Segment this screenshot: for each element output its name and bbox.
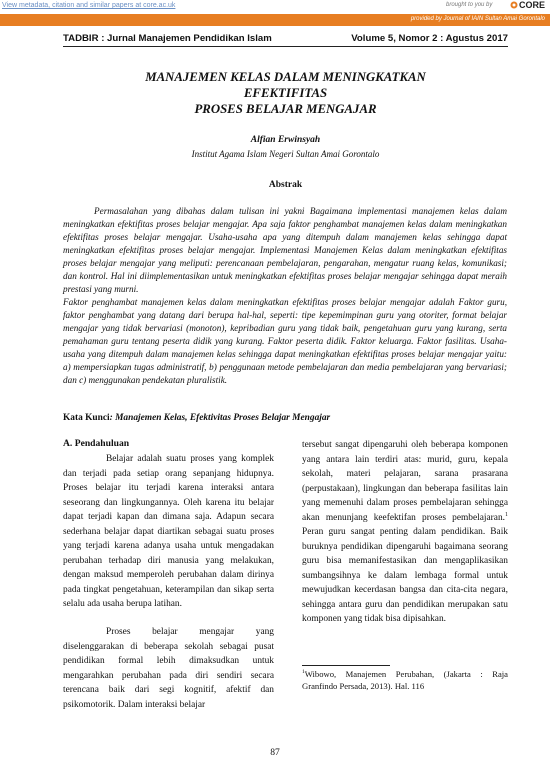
keywords-label: Kata Kunci bbox=[63, 413, 110, 423]
keywords-value: : Manajemen Kelas, Efektivitas Proses Belajar Mengajar bbox=[109, 413, 331, 423]
footnote-text: Wibowo, Manajemen Perubahan, (Jakarta : Raja Granfindo Persada, 2013). Hal. 116 bbox=[302, 669, 508, 691]
section-heading: A. Pendahuluan bbox=[63, 438, 130, 449]
abstract-paragraph-2: Faktor penghambat manajemen kelas dalam meningkatkan efektifitas proses belajar mengajar adalah Faktor guru, faktor penghambat yang datang dari berupa hal-hal, seperti: tipe kepemimpinan guru yang otoriter, format belajar mengajar yang tidak bervariasi (monoton), kepribadian guru yang tidak baik, pengetahuan guru yang kurang, serta pemahaman guru tentang peserta didik yang kurang. Faktor peserta didik. Faktor keluarga. Faktor fasilitas. Usaha-usaha yang ditempuh dalam manajemen kelas sehingga dapat meningkatkan efektifitas proses belajar mengajar yaitu: a) mempersiapkan tugas administratif, b) penggunaan metode pembelajaran dan media pembelajaran yang bervariasi; dan c) menggunakan pendekatan pluralistik. bbox=[63, 297, 507, 385]
left-column-paragraph-2: Proses belajar mengajar yang diselenggarakan di beberapa sekolah sebagai pusat pendidikan formal lebih dimaksudkan untuk mengarahkan perubahan pada diri sendiri secara terencana baik dari segi kognitif, afektif dan psikomotorik. Dalam interaksi belajar bbox=[63, 627, 274, 710]
paper-title-line-3: PROSES BELAJAR MENGAJAR bbox=[194, 102, 377, 116]
core-logo-icon bbox=[510, 1, 518, 9]
right-column-text-b: Peran guru sangat penting dalam pendidikan. Baik buruknya pendidikan dipengaruhi bagaimana seorang guru bisa memanifestasikan dan mengaplikasikan sumbangsihnya ke dalam lembaga formal untuk mewujudkan kecerdasan bangsa dan cita-cita negara, sehingga antara guru dan pendidikan merupakan satu komponen yang tidak bisa dipisahkan. bbox=[302, 527, 508, 624]
author-name: Alfian Erwinsyah bbox=[250, 135, 321, 145]
abstract-heading: Abstrak bbox=[268, 180, 303, 190]
footnote bbox=[302, 668, 508, 692]
core-logo-text[interactable]: CORE bbox=[519, 0, 546, 10]
core-brought-by-text: brought to you by bbox=[446, 2, 493, 8]
right-column-text-a: tersebut sangat dipengaruhi oleh beberapa komponen yang antara lain terdiri atas: murid, guru, kepala sekolah, materi pelajaran, sarana prasarana (perpustakaan), lingkungan dan beberapa fasilitas lain yang memenuhi dalam proses pembelajaran sehingga akan menunjang keefektifan proses pembelajaran. bbox=[302, 440, 508, 523]
journal-name: TADBIR : Jurnal Manajemen Pendidikan Islam bbox=[63, 33, 272, 44]
journal-volume-issue: Volume 5, Nomor 2 : Agustus 2017 bbox=[351, 33, 508, 44]
paper-title-line-2: EFEKTIFITAS bbox=[243, 86, 328, 100]
provided-by-bar bbox=[0, 14, 550, 26]
journal-running-header bbox=[63, 33, 508, 47]
core-metadata-link[interactable]: View metadata, citation and similar papers at core.ac.uk bbox=[2, 2, 176, 9]
footnote-reference-mark: 1 bbox=[505, 511, 508, 518]
right-column-paragraph bbox=[302, 438, 508, 627]
footnote-mark: 1 bbox=[302, 669, 305, 676]
provided-by-text[interactable]: provided by Journal of IAIN Sultan Amai Gorontalo bbox=[410, 16, 545, 22]
footnote-divider bbox=[302, 665, 390, 666]
abstract-paragraph-1: Permasalahan yang dibahas dalam tulisan ini yakni Bagaimana implementasi manajemen kelas dalam meningkatkan efektifitas proses belajar mengajar. Apa saja faktor penghambat manajemen kelas dalam meningkatkan efektifitas proses belajar mengajar. Usaha-usaha apa yang ditempuh dalam manajemen kelas sehingga dapat meningkatkan efektifitas proses belajar mengajar. Implementasi Manajemen Kelas dalam meningkatkan efektifitas proses belajar mengajar yang meliputi: perencanaan pembelajaran, pengarahan, mengatur ruang kelas, komunikasi; dan kontrol. Hal ini diimplementasikan untuk meningkatkan efektifitas proses belajar mengajar sehingga dapat meraih prestasi yang murni. bbox=[63, 206, 507, 294]
keywords bbox=[63, 413, 507, 423]
page-number: 87 bbox=[270, 747, 280, 758]
paper-title-line-1: MANAJEMEN KELAS DALAM MENINGKATKAN bbox=[145, 70, 426, 84]
left-column-paragraph-1: Belajar adalah suatu proses yang komplek dan terjadi pada setiap orang sepanjang hidupnya. Proses belajar itu terjadi karena interaksi antara seseorang dan lingkungannya. Oleh karena itu belajar dapat terjadi kapan dan dimana saja. Adapun secara sederhana belajar dapat diartikan sebagai suatu proses yang terjadi karena adanya usaha untuk mengadakan perubahan terhadap diri manusia yang melakukan, dengan maksud memperoleh perubahan dalam dirinya pada tingkat pengetahuan, keterampilan dan sikap serta selalu ada usaha berupa latihan. bbox=[63, 454, 274, 609]
core-banner bbox=[0, 0, 550, 14]
author-affiliation: Institut Agama Islam Negeri Sultan Amai Gorontalo bbox=[191, 149, 380, 159]
